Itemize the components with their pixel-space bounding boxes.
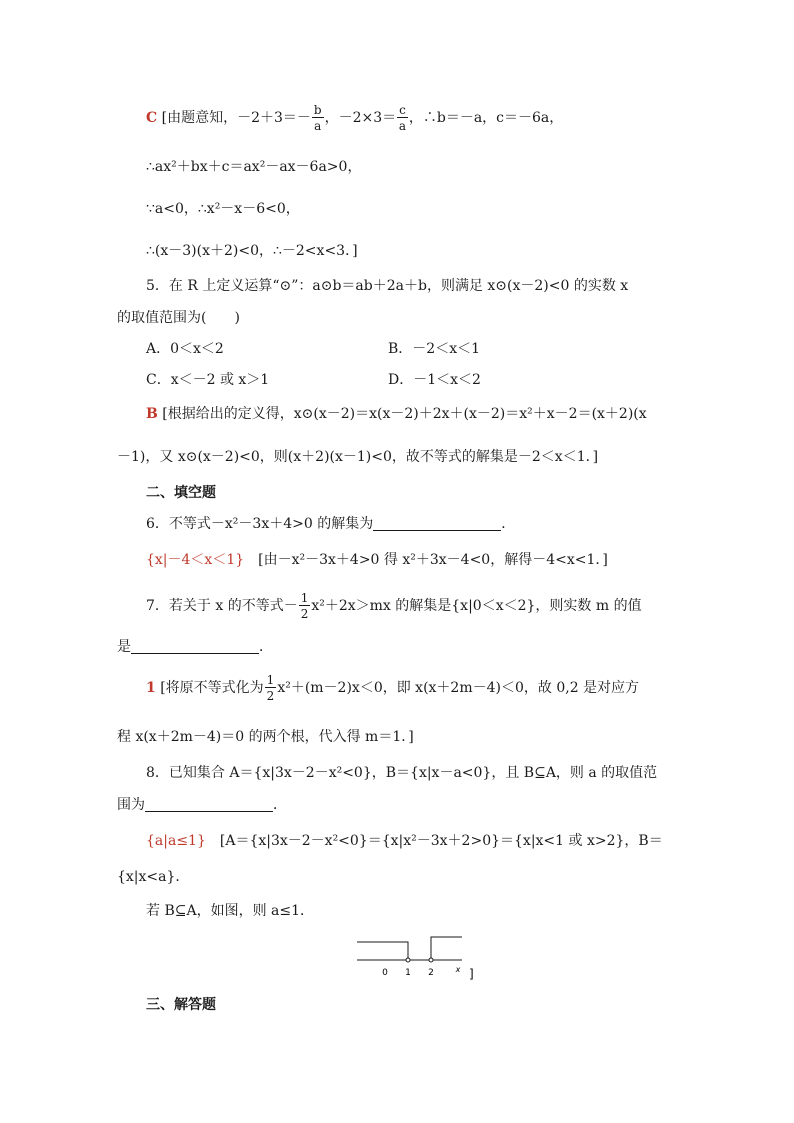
option-c: C．x＜－2 或 x＞1 xyxy=(146,372,270,388)
answer-8-line-2: {x|x<a}． xyxy=(117,869,190,885)
question-7-line-1: 7．若关于 x 的不等式－ $\frac{1}{2}$ x²＋2x＞mx 的解集是{x|0＜x＜2}，则实数 m 的值 xyxy=(146,591,642,621)
answer-6-text: [由－x²－3x＋4>0 得 x²＋3x－4<0，解得－4<x<1．] xyxy=(244,552,608,568)
answer-4-text-1: [由题意知，－2＋3＝－ xyxy=(157,110,311,126)
option-d: D．－1＜x＜2 xyxy=(388,372,481,388)
question-6: 6．不等式－x²－3x＋4>0 的解集为 ． xyxy=(146,516,516,532)
number-line-figure xyxy=(352,932,482,984)
answer-4-text-2: ，－2×3＝ xyxy=(324,110,397,126)
answer-4-line-2: ∴ax²＋bx＋c＝ax²－ax－6a>0， xyxy=(146,159,362,175)
answer-5-line-2: －1)，又 x⊙(x－2)<0，则(x＋2)(x－1)<0，故不等式的解集是－2＜x＜1．] xyxy=(117,449,599,465)
answer-8-line-1: {a|a≤1} [A＝{x|3x－2－x²<0}＝{x|x²－3x＋2>0}＝{x|x<1 或 x>2}，B＝ xyxy=(146,833,663,849)
fraction-one-half: $\frac{1}{2}$ xyxy=(266,673,275,703)
open-point-1 xyxy=(406,958,410,962)
option-b: B．－2＜x＜1 xyxy=(388,341,480,357)
section-heading-solutions: 三、解答题 xyxy=(146,997,216,1013)
tick-label-2: 2 xyxy=(428,968,434,978)
answer-6-value: {x|－4＜x＜1} xyxy=(146,552,245,568)
tick-label-1: 1 xyxy=(405,968,411,978)
answer-6 xyxy=(146,549,608,569)
answer-blank xyxy=(131,639,259,654)
answer-4-choice: C xyxy=(146,110,158,126)
answer-4-text-3: ，∴b＝－a，c＝－6a， xyxy=(408,110,564,126)
answer-7-line-2: 程 x(x＋2m－4)＝0 的两个根，代入得 m＝1．] xyxy=(117,729,414,745)
answer-8-value: {a|a≤1} xyxy=(146,833,206,849)
closing-bracket: ] xyxy=(469,967,474,981)
answer-4-line-3: ∵a<0，∴x²－x－6<0， xyxy=(146,201,300,217)
question-8-line-2: 围为 ． xyxy=(117,797,287,813)
answer-5-text-1: [根据给出的定义得，x⊙(x－2)＝x(x－2)＋2x＋(x－2)＝x²＋x－2＝(x＋2)(x xyxy=(157,406,647,422)
question-6-text: 6．不等式－x²－3x＋4>0 的解集为 xyxy=(146,516,374,532)
answer-blank xyxy=(145,797,273,812)
section-heading-fill-in: 二、填空题 xyxy=(146,485,216,501)
question-8-line-1: 8．已知集合 A＝{x|3x－2－x²<0}，B＝{x|x－a<0}，且 B⊆A，则 a 的取值范 xyxy=(146,765,658,781)
tick-label-0: 0 xyxy=(382,968,388,978)
answer-4-line-1 xyxy=(146,104,563,132)
region-greater-than-2 xyxy=(431,937,462,960)
answer-4-line-4: ∴(x－3)(x＋2)<0，∴－2<x<3．] xyxy=(146,243,358,259)
answer-blank xyxy=(373,516,501,531)
fraction-one-half: $\frac{1}{2}$ xyxy=(300,591,309,621)
question-7-line-2: 是 ． xyxy=(117,639,273,655)
fraction-b-over-a: $\frac{b}{a}$ xyxy=(313,103,322,133)
answer-8-line-3: 若 B⊆A，如图，则 a≤1． xyxy=(146,903,315,919)
question-5-line-2: 的取值范围为( ) xyxy=(117,310,240,326)
open-point-2 xyxy=(429,958,433,962)
question-5-line-1: 5．在 R 上定义运算“⊙”：a⊙b＝ab＋2a＋b，则满足 x⊙(x－2)<0 的实数 x xyxy=(146,278,629,294)
answer-5-line-1 xyxy=(146,403,647,423)
answer-5-choice: B xyxy=(146,406,158,422)
fraction-c-over-a: $\frac{c}{a}$ xyxy=(398,103,407,133)
option-a: A．0＜x＜2 xyxy=(146,341,224,357)
region-less-than-1 xyxy=(357,942,408,960)
answer-7-line-1: 1 [将原不等式化为 $\frac{1}{2}$ x²＋(m－2)x＜0，即 x(x＋2m－4)＜0，故 0,2 是对应方 xyxy=(146,673,640,703)
axis-label-x: x xyxy=(455,965,461,974)
answer-7-value: 1 xyxy=(146,680,156,696)
